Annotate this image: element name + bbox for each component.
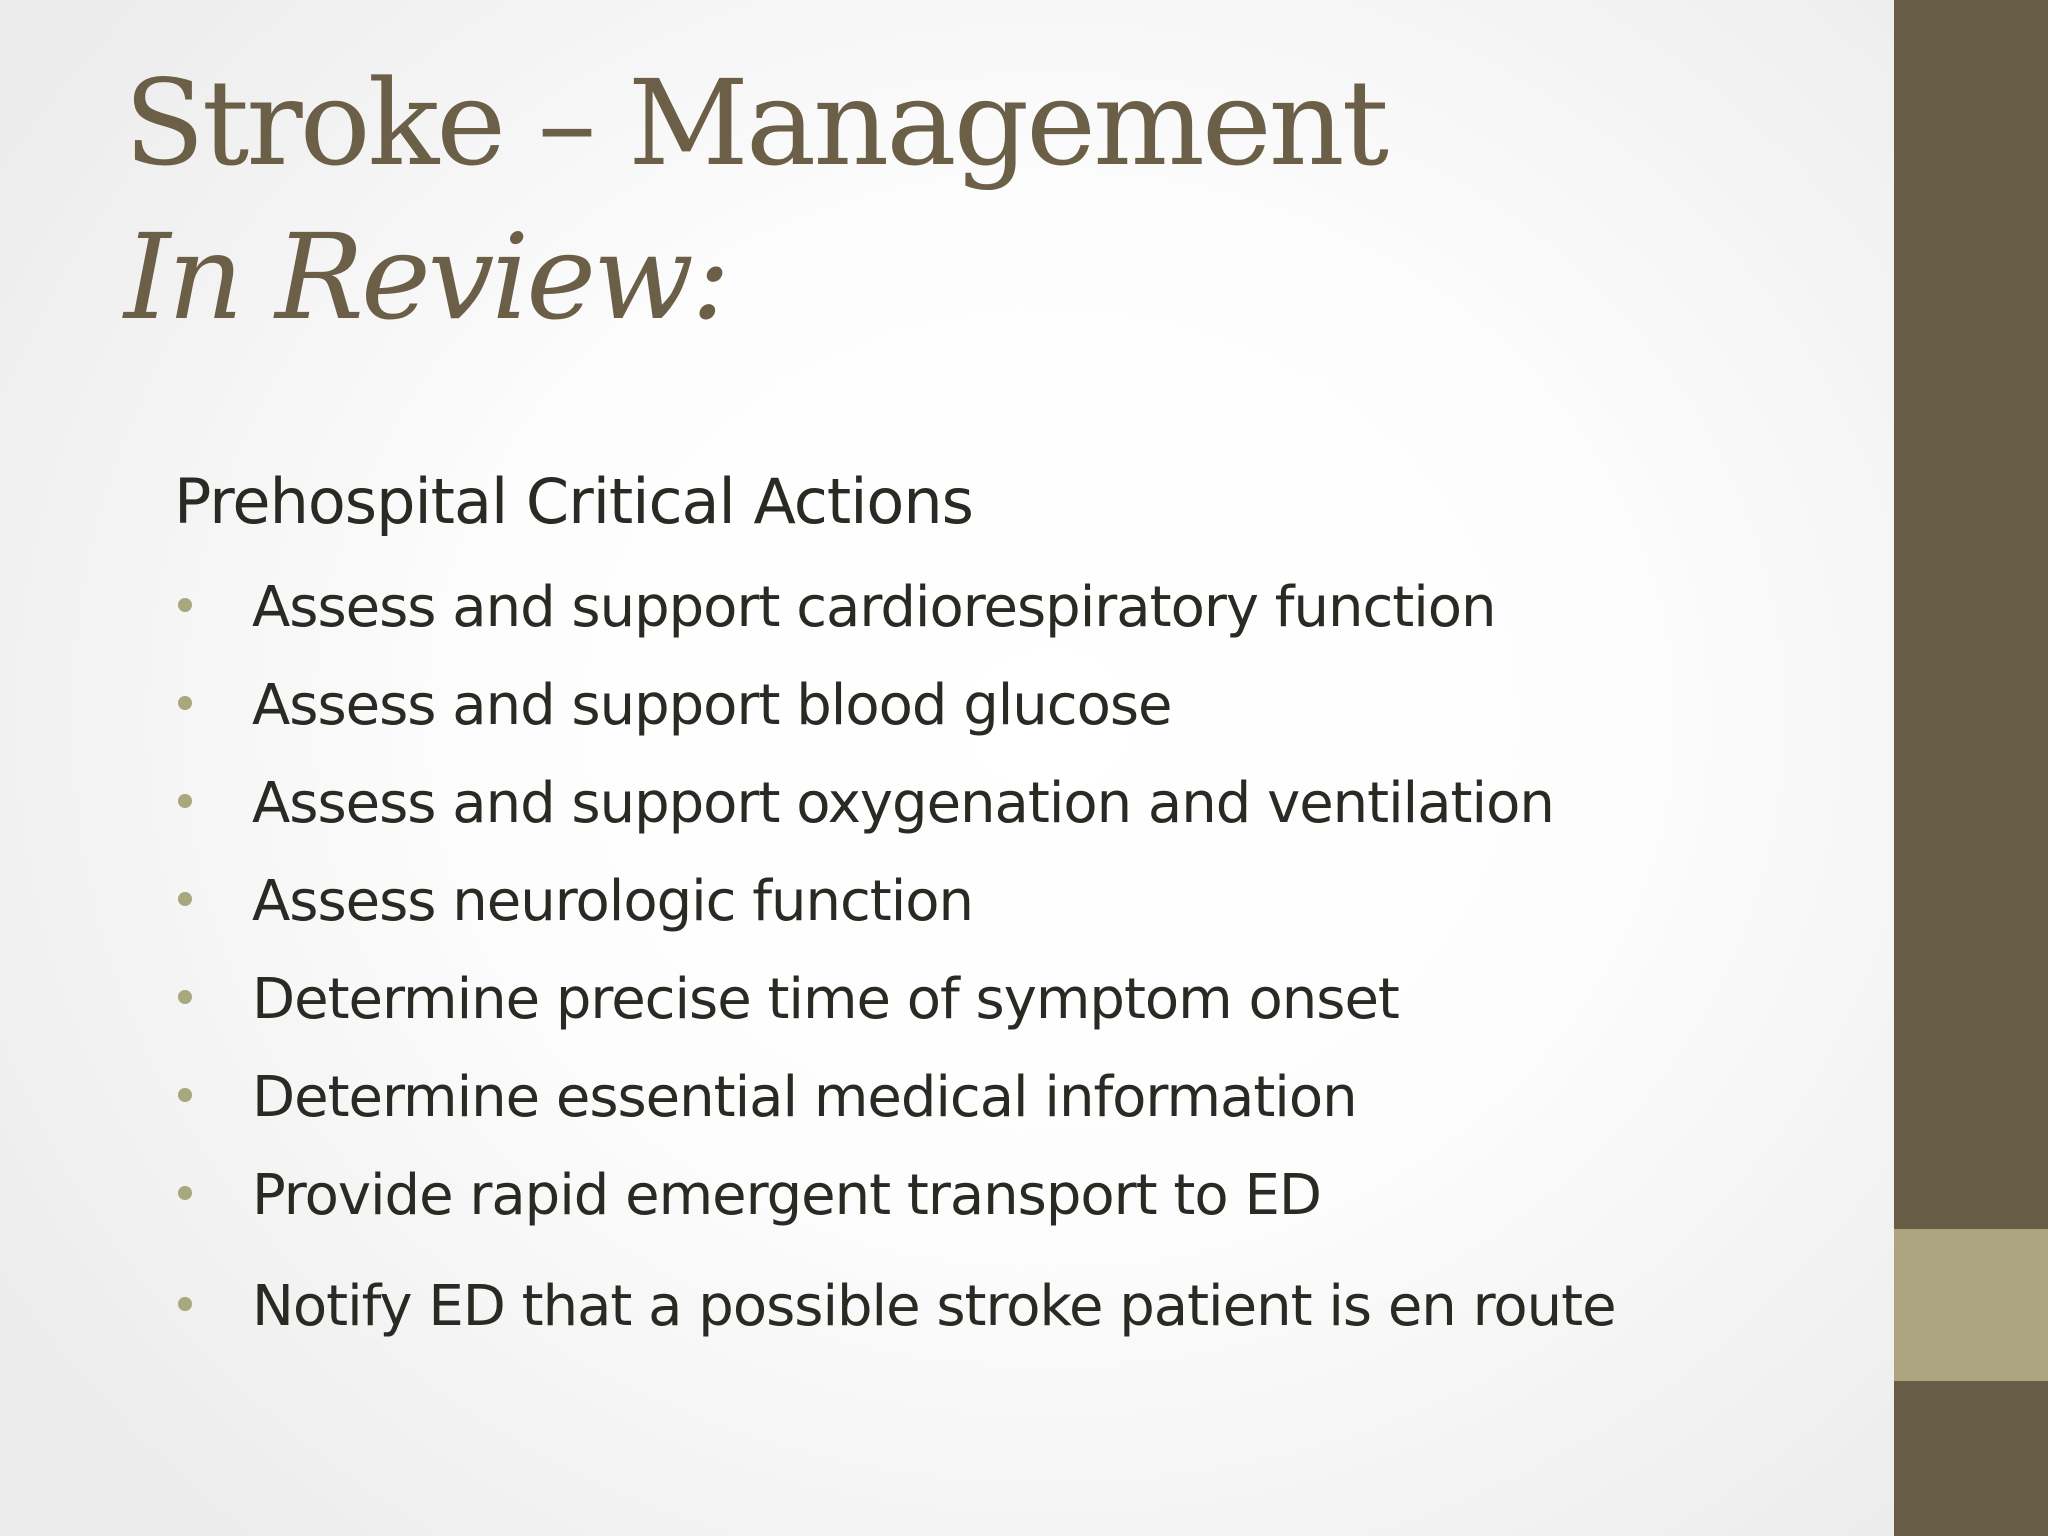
slide-title-line-1: Stroke – Management — [124, 54, 1387, 192]
bullet-text: Assess neurologic function — [252, 869, 974, 934]
slide-subheading: Prehospital Critical Actions — [174, 465, 973, 538]
bullet-dot-icon — [178, 1088, 192, 1102]
bullet-text: Determine precise time of symptom onset — [252, 967, 1399, 1032]
slide-title — [124, 46, 1386, 354]
bullet-text: Determine essential medical information — [252, 1065, 1357, 1130]
bullet-dot-icon — [178, 598, 192, 612]
bullet-dot-icon — [178, 1186, 192, 1200]
bullet-text: Assess and support cardiorespiratory function — [252, 575, 1496, 640]
bullet-text: Provide rapid emergent transport to ED — [252, 1163, 1321, 1228]
bullet-dot-icon — [178, 794, 192, 808]
side-bar-accent — [1894, 1229, 2048, 1381]
bullet-text: Assess and support blood glucose — [252, 673, 1172, 738]
slide-title-line-2: In Review: — [124, 208, 728, 346]
bullet-dot-icon — [178, 990, 192, 1004]
bullet-text: Assess and support oxygenation and ventilation — [252, 771, 1554, 836]
bullet-text: Notify ED that a possible stroke patient is en route — [252, 1274, 1616, 1339]
bullet-dot-icon — [178, 696, 192, 710]
bullet-dot-icon — [178, 1297, 192, 1311]
bullet-dot-icon — [178, 892, 192, 906]
